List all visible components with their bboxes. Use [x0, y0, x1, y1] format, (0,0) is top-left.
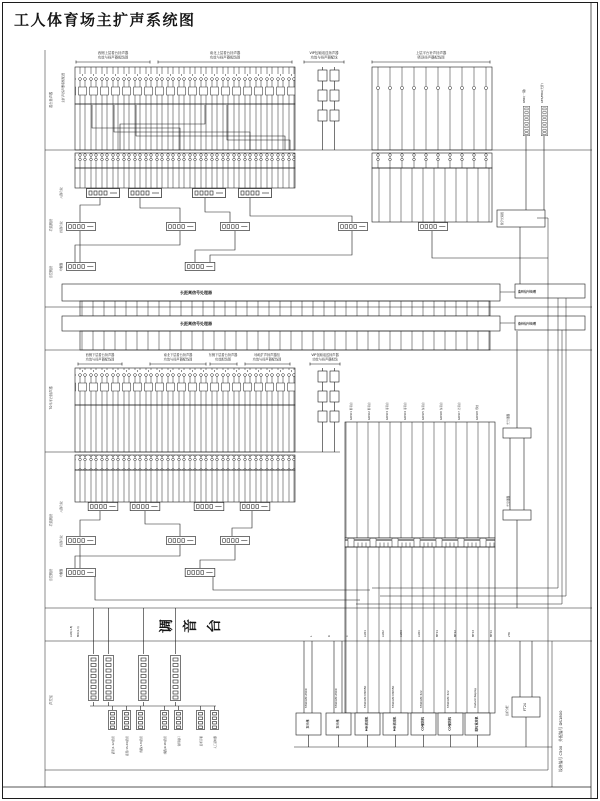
group-header: 功放与扬声器配线: [310, 55, 338, 60]
amplifier-box: [130, 502, 160, 510]
group-header: 功放与扬声器配线图: [85, 357, 115, 362]
amplifier-box: [166, 223, 195, 231]
amplifier-box: [239, 189, 272, 198]
amplifier-box: [418, 223, 447, 231]
optical-combiner-box: [503, 510, 531, 520]
channel-label: MTX2: [454, 630, 457, 637]
amp-row-label: 均衡器: [59, 262, 63, 272]
channel-label: 2TR: [508, 632, 511, 637]
console-mix-label: MIX(1-4): [77, 626, 80, 637]
cable-run-field: [345, 422, 495, 538]
room-label: 看台扬声器: [49, 92, 53, 108]
io-interface-top-right: [497, 83, 548, 284]
group-header: 西侧下层看台扬声器: [85, 353, 115, 357]
channel-label: L: [310, 635, 313, 637]
console-char: 调: [159, 619, 175, 633]
equipment-name: 双卡座: [305, 719, 310, 729]
io-strip-label: RMC(一期): [522, 88, 526, 103]
amp-row-label: 四路功放: [59, 535, 63, 547]
cable-label: GD304 南看台: [404, 402, 407, 420]
patch-strip: [89, 656, 99, 701]
patch-strips: [89, 608, 219, 756]
equipment-model: TASCAM 322: [446, 690, 450, 708]
connector-box: [175, 711, 183, 730]
lower-tier-section: [45, 331, 531, 713]
room-label: 音控机房: [49, 265, 53, 279]
side-note: 主扩声扬声器系统配置: [61, 72, 65, 104]
channel-label: AUX1: [364, 630, 367, 637]
group-headers-mid: [78, 352, 340, 366]
amplifier-box: [338, 223, 367, 231]
amp-row-m2: [66, 537, 249, 545]
vip-speaker-column-top: [318, 67, 339, 150]
connector-box: [123, 711, 131, 730]
amplifier-box: [66, 537, 95, 545]
amp-row-label: 均衡器: [59, 568, 63, 578]
amp-row-1: [87, 189, 272, 198]
console-band: [45, 608, 592, 641]
patch-strip: [104, 656, 114, 701]
group-header: VIP包厢返送扬声器: [311, 353, 339, 357]
amplifier-box: [129, 189, 162, 198]
group-header: 南北下层看台扬声器: [163, 353, 193, 357]
amp-row-label: 八路功放: [59, 187, 63, 199]
channel-label: MTX3: [472, 630, 475, 637]
equipment-model: TASCAM 322: [419, 690, 423, 708]
group-headers-top: [76, 50, 490, 64]
console-feed-sweeps: [95, 577, 370, 600]
channel-label: R: [328, 635, 331, 637]
group-header: 东侧下层看台扬声器: [208, 353, 238, 357]
group-header: 南北上层看台扬声器: [209, 51, 241, 55]
patch-strip: [541, 106, 548, 135]
amplifier-box: [194, 502, 224, 510]
channel-label: MTX4: [490, 630, 493, 637]
patch-label: 备用接口: [178, 736, 181, 747]
wiring-field-right: [372, 168, 492, 222]
channel-label: MTX1: [436, 630, 439, 637]
amp-interlinks-m1: [80, 511, 252, 536]
room-label: 音控机房: [49, 568, 53, 582]
equipment-name: MD录放机: [392, 716, 397, 732]
wiring-field: [75, 104, 295, 150]
room-label: 声控室: [49, 695, 53, 705]
wiring-field: [75, 168, 295, 188]
speaker-array-lower: [75, 368, 295, 405]
patch-strip: [171, 656, 181, 701]
bus-label: 长距离信号处理器: [180, 321, 212, 326]
group-header: 功放与扬声器配线图: [97, 55, 129, 60]
equipment-name: CD播放机: [420, 717, 425, 731]
io-box-label: 数字光端机: [501, 212, 504, 225]
connector-box: [211, 711, 219, 730]
amp-row-2: [66, 223, 447, 231]
ft-box-label: 监听分配: [506, 705, 509, 716]
connector-box: [137, 711, 145, 730]
wiring-field: [75, 470, 295, 502]
cable-label: GD308 场地: [476, 405, 479, 420]
amp-row-3: [66, 262, 214, 270]
amplifier-box: [66, 263, 95, 271]
group-header: 上层平台补声扬声器: [415, 51, 447, 55]
bus-label: 备份信号处理: [518, 321, 537, 326]
cable-label: GD302 西看台: [368, 402, 371, 420]
bus-interlink-field: [80, 301, 490, 316]
cable-label: GD303 南看台: [386, 402, 389, 420]
amplifier-box: [88, 502, 118, 510]
room-label: 功放机房: [49, 513, 53, 527]
patch-label: 话筒(13-24)插座: [126, 736, 129, 756]
splitter-label: 光分路器: [506, 413, 510, 425]
cable-label: GD306 东看台: [440, 402, 443, 420]
connector-box: [197, 711, 205, 730]
amp-row-m3: [66, 568, 214, 576]
equipment-model: Instant Replay: [473, 687, 477, 708]
group-header: 功放配线图: [215, 357, 231, 362]
combiner-label: 光合路器: [506, 495, 510, 507]
channel-label: C: [346, 635, 349, 637]
channel-label: AUX2: [382, 630, 385, 637]
terminal-row: [75, 153, 295, 168]
amp-interlinks-2: [75, 231, 548, 262]
room-label: 70米平台扬声器: [49, 386, 53, 410]
connector-box: [109, 711, 117, 730]
equipment-model: TASCAM A500: [304, 688, 308, 708]
amplifier-box: [220, 223, 249, 231]
group-header: 吸顶扬声器配线图: [417, 55, 445, 60]
patch-label: 监听音箱: [200, 736, 203, 747]
ft-box-model: FT24: [523, 703, 527, 711]
equipment-name: 即时重放机: [474, 716, 479, 732]
vip-speaker-column-mid: [318, 368, 339, 452]
equipment-model: TASCAM MD350: [363, 685, 367, 708]
amplifier-box: [240, 502, 270, 510]
group-header: 功放与扬声器配线图: [163, 357, 193, 362]
wiring-field: [75, 405, 295, 452]
patch-label: 线路(9-16)插座: [164, 736, 167, 755]
optical-terminal-box: [497, 210, 545, 227]
amplifier-box: [220, 537, 249, 545]
terminal-row-right: [372, 153, 492, 168]
patch-label: 人工混响器: [214, 736, 217, 749]
cable-run-labels: [349, 402, 479, 420]
group-header: 功放与扬声器配线图: [209, 55, 241, 60]
terminal-row: [75, 455, 295, 470]
equipment-model: TASCAM MD350: [391, 685, 395, 708]
patch-strip: [523, 106, 530, 135]
group-header: 场地扩声扬声器组: [254, 353, 280, 357]
cable-label: GD301 西看台: [350, 402, 353, 420]
group-header: 功放与扬声器配线图: [252, 357, 282, 362]
monitor-feed-unit: [505, 641, 540, 747]
console-char: 台: [207, 619, 223, 633]
signal-processor-bus-1: [62, 284, 500, 301]
optical-split-combine: [503, 331, 531, 608]
ceiling-speaker-drops: [372, 67, 492, 150]
amp-row-m1: [88, 502, 270, 510]
amp-interlinks-1: [80, 198, 352, 222]
channel-label: AUX4: [418, 630, 421, 637]
amplifier-box: [185, 262, 215, 270]
console-char: 音: [183, 619, 199, 633]
patch-label: 线路(1-8)插座: [140, 736, 143, 753]
upper-tier-section: [45, 50, 592, 350]
amplifier-box: [166, 537, 195, 545]
equipment-model: TASCAM A500: [334, 688, 338, 708]
equipment-name: CD播放机: [447, 717, 452, 731]
patch-strip: [139, 656, 149, 701]
amplifier-box: [66, 223, 95, 231]
amplifier-box: [87, 189, 120, 198]
equipment-name: MD录放机: [364, 716, 369, 732]
group-header: 西侧上层看台扬声器: [97, 51, 129, 55]
channel-label: AUX3: [400, 630, 403, 637]
group-header: VIP包厢返送扬声器: [309, 51, 339, 55]
signal-processor-bus-2: [62, 316, 500, 331]
equipment-name: 双卡座: [335, 719, 340, 729]
amplifier-box: [193, 189, 226, 198]
bus-label: 长距离信号处理器: [180, 290, 212, 295]
console-aux-label: AUX(1-8): [70, 625, 73, 637]
room-label: 功放机房: [49, 218, 53, 232]
margin-note: 设备编号 C500 外配编号 DS1800: [558, 710, 563, 772]
cable-label: GD307 北看台: [458, 402, 461, 420]
optical-splitter-box: [503, 428, 531, 438]
amplifier-box: [66, 569, 95, 577]
speaker-array-upper: [75, 67, 295, 104]
cable-label: GD305 东看台: [422, 402, 425, 420]
cable-junction-row: [345, 538, 495, 547]
amp-row-label: 四路功放: [59, 221, 63, 233]
patch-label: 话筒(1-12)插座: [112, 736, 115, 755]
page-title: 工人体育场主扩声系统图: [14, 11, 196, 29]
amplifier-box: [185, 568, 215, 576]
bus-label: 监听信号处理: [518, 289, 537, 294]
amp-interlinks-m2: [75, 545, 235, 568]
connector-box: [161, 711, 169, 730]
io-strip-label: AES/EBU(光纤): [540, 83, 544, 103]
group-header: 功放与扬声器配线: [312, 357, 338, 362]
amp-row-label: 八路功放: [59, 501, 63, 513]
bus-downlink-field: [80, 331, 490, 350]
